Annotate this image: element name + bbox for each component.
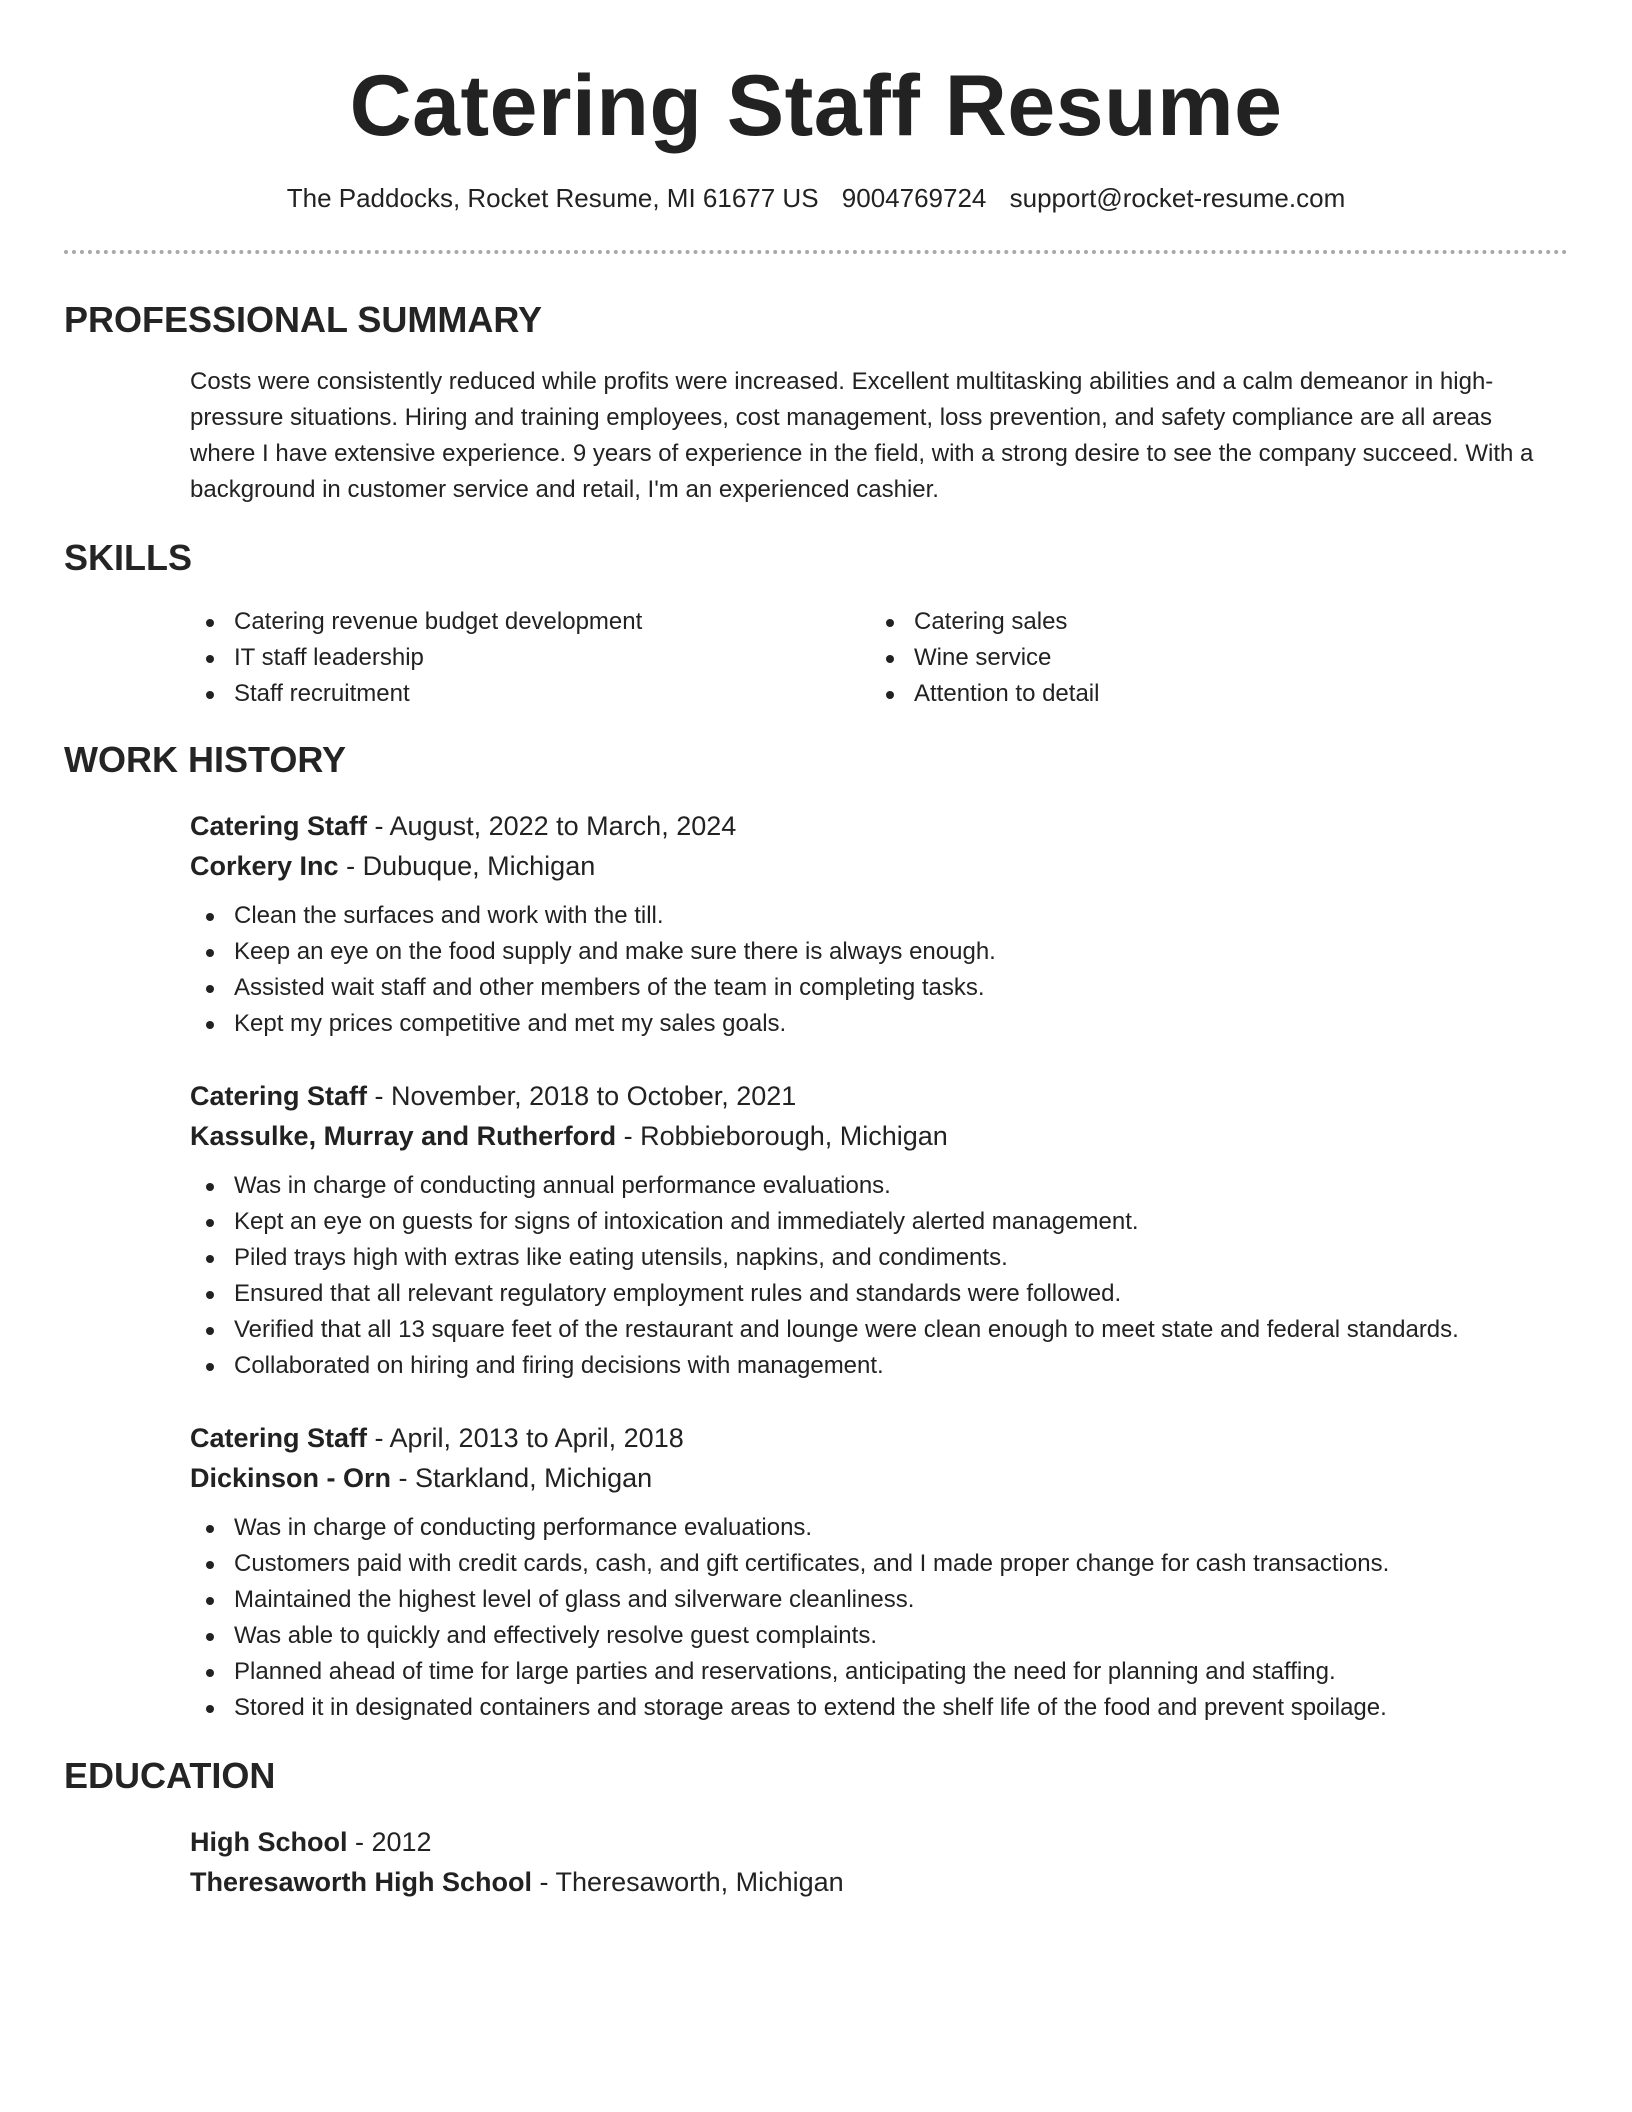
education-school-line [190, 1862, 1590, 1902]
job-duty: Customers paid with credit cards, cash, and gift certificates, and I made proper change for cash transactions. [190, 1546, 1590, 1582]
skill-item: Attention to detail [870, 676, 1099, 712]
resume-title: Catering Staff Resume [349, 58, 1283, 154]
education-degree: High School [190, 1827, 348, 1857]
job-duty: Collaborated on hiring and firing decisions with management. [190, 1348, 1590, 1384]
job-company-line [190, 1458, 1590, 1498]
education-location: - Theresaworth, Michigan [532, 1867, 844, 1897]
education-entry [190, 1822, 1590, 1902]
job-company-line [190, 846, 1590, 886]
job-title-line [190, 1418, 1590, 1458]
job-duty: Was able to quickly and effectively resolve guest complaints. [190, 1618, 1590, 1654]
job-entry [190, 1418, 1590, 1726]
job-location: - Dubuque, Michigan [338, 851, 596, 881]
contact-line [0, 180, 1632, 216]
job-duty: Assisted wait staff and other members of the team in completing tasks. [190, 970, 1590, 1006]
contact-address: The Paddocks, Rocket Resume, MI 61677 US [286, 183, 819, 213]
job-dates: - April, 2013 to April, 2018 [367, 1423, 684, 1453]
job-duty: Ensured that all relevant regulatory employment rules and standards were followed. [190, 1276, 1590, 1312]
skill-item: Catering revenue budget development [190, 604, 642, 640]
job-dates: - November, 2018 to October, 2021 [367, 1081, 797, 1111]
job-title-line [190, 806, 1590, 846]
job-duty: Maintained the highest level of glass and silverware cleanliness. [190, 1582, 1590, 1618]
job-duty: Kept an eye on guests for signs of intoxication and immediately alerted management. [190, 1204, 1590, 1240]
job-location: - Starkland, Michigan [391, 1463, 653, 1493]
education-heading: EDUCATION [64, 1755, 276, 1796]
job-title: Catering Staff [190, 1081, 368, 1111]
skills-list-right [870, 604, 1099, 712]
job-company: Kassulke, Murray and Rutherford [190, 1121, 617, 1151]
job-title-line [190, 1076, 1590, 1116]
skill-item: IT staff leadership [190, 640, 642, 676]
job-title: Catering Staff [190, 1423, 368, 1453]
job-company-line [190, 1116, 1590, 1156]
skill-item: Staff recruitment [190, 676, 642, 712]
education-school: Theresaworth High School [190, 1867, 533, 1897]
job-duties-list [190, 898, 1590, 1042]
job-duties-list [190, 1510, 1590, 1726]
contact-email: support@rocket-resume.com [1009, 183, 1346, 213]
job-duty: Clean the surfaces and work with the till. [190, 898, 1590, 934]
job-duty: Stored it in designated containers and storage areas to extend the shelf life of the food and prevent spoilage. [190, 1690, 1590, 1726]
job-duty: Kept my prices competitive and met my sales goals. [190, 1006, 1590, 1042]
education-degree-line [190, 1822, 1590, 1862]
education-year: - 2012 [347, 1827, 432, 1857]
job-duty: Planned ahead of time for large parties and reservations, anticipating the need for planning and staffing. [190, 1654, 1590, 1690]
job-entry [190, 1076, 1590, 1384]
contact-phone: 9004769724 [841, 183, 987, 213]
job-duty: Verified that all 13 square feet of the restaurant and lounge were clean enough to meet state and federal standards. [190, 1312, 1590, 1348]
job-duty: Keep an eye on the food supply and make sure there is always enough. [190, 934, 1590, 970]
summary-text: Costs were consistently reduced while profits were increased. Excellent multitasking abilities and a calm demeanor in high-pressure situations. Hiring and training employees, cost management, loss prevention, and safety compliance are all areas where I have extensive experience. 9 years of experience in the field, with a strong desire to see the company succeed. With a background in customer service and retail, I'm an experienced cashier. [190, 368, 1534, 503]
job-duty: Piled trays high with extras like eating utensils, napkins, and condiments. [190, 1240, 1590, 1276]
summary-heading: PROFESSIONAL SUMMARY [64, 299, 543, 340]
job-dates: - August, 2022 to March, 2024 [367, 811, 737, 841]
work-history-heading: WORK HISTORY [64, 739, 347, 780]
job-title: Catering Staff [190, 811, 368, 841]
job-company: Corkery Inc [190, 851, 339, 881]
job-duty: Was in charge of conducting annual performance evaluations. [190, 1168, 1590, 1204]
job-location: - Robbieborough, Michigan [616, 1121, 948, 1151]
job-entry [190, 806, 1590, 1042]
skill-item: Catering sales [870, 604, 1099, 640]
header-divider [64, 250, 1568, 254]
job-company: Dickinson - Orn [190, 1463, 392, 1493]
skill-item: Wine service [870, 640, 1099, 676]
job-duty: Was in charge of conducting performance evaluations. [190, 1510, 1590, 1546]
skills-heading: SKILLS [64, 537, 193, 578]
skills-list-left [190, 604, 642, 712]
job-duties-list [190, 1168, 1590, 1384]
